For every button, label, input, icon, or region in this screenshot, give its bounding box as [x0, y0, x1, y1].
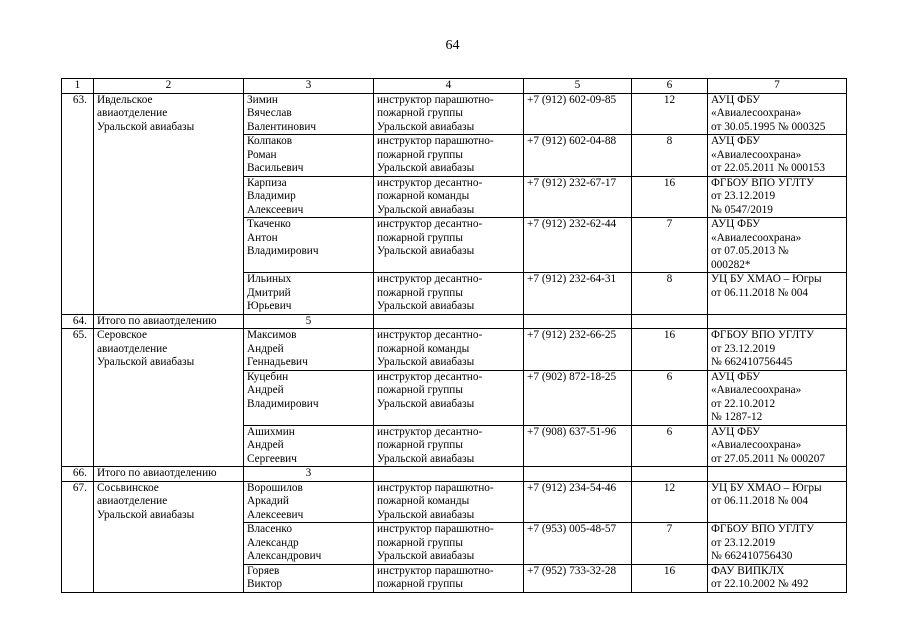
total-count: 3 [244, 467, 374, 482]
certificate-cell: АУЦ ФБУ «Авиалесоохрана» от 22.05.2011 № 000153 [708, 135, 847, 177]
experience-cell: 12 [632, 481, 708, 523]
empty-cell [524, 467, 632, 482]
name-cell: Зимин Вячеслав Валентинович [244, 93, 374, 135]
column-header: 3 [244, 79, 374, 94]
staff-table [61, 78, 847, 593]
certificate-cell: УЦ БУ ХМАО – Югры от 06.11.2018 № 004 [708, 481, 847, 523]
experience-cell: 7 [632, 218, 708, 273]
experience-cell: 6 [632, 425, 708, 467]
row-number: 65. [62, 329, 94, 467]
position-cell: инструктор парашютно- пожарной группы [374, 564, 524, 592]
empty-cell [374, 314, 524, 329]
experience-cell: 16 [632, 176, 708, 218]
phone-cell: +7 (912) 602-09-85 [524, 93, 632, 135]
experience-cell: 7 [632, 523, 708, 565]
name-cell: Куцебин Андрей Владимирович [244, 370, 374, 425]
certificate-cell: АУЦ ФБУ «Авиалесоохрана» от 30.05.1995 № 000325 [708, 93, 847, 135]
empty-cell [708, 314, 847, 329]
position-cell: инструктор парашютно- пожарной группы Уральской авиабазы [374, 135, 524, 177]
position-cell: инструктор парашютно- пожарной группы Уральской авиабазы [374, 523, 524, 565]
phone-cell: +7 (912) 234-54-46 [524, 481, 632, 523]
name-cell: Ашихмин Андрей Сергеевич [244, 425, 374, 467]
experience-cell: 16 [632, 564, 708, 592]
page-number: 64 [445, 38, 460, 53]
table-header-row [62, 79, 847, 94]
experience-cell: 16 [632, 329, 708, 371]
column-header: 4 [374, 79, 524, 94]
row-number: 66. [62, 467, 94, 482]
column-header: 6 [632, 79, 708, 94]
empty-cell [708, 467, 847, 482]
position-cell: инструктор десантно- пожарной группы Уральской авиабазы [374, 370, 524, 425]
department-cell: Серовское авиаотделение Уральской авиабазы [94, 329, 244, 467]
phone-cell: +7 (912) 602-04-88 [524, 135, 632, 177]
column-header: 7 [708, 79, 847, 94]
certificate-cell: ФАУ ВИПКЛХ от 22.10.2002 № 492 [708, 564, 847, 592]
table-row [62, 481, 847, 523]
empty-cell [524, 314, 632, 329]
empty-cell [632, 314, 708, 329]
certificate-cell: АУЦ ФБУ «Авиалесоохрана» от 07.05.2013 № 000282* [708, 218, 847, 273]
name-cell: Ильиных Дмитрий Юрьевич [244, 273, 374, 315]
position-cell: инструктор десантно- пожарной группы Уральской авиабазы [374, 218, 524, 273]
name-cell: Ткаченко Антон Владимирович [244, 218, 374, 273]
position-cell: инструктор десантно- пожарной команды Уральской авиабазы [374, 176, 524, 218]
table-row [62, 329, 847, 371]
column-header: 1 [62, 79, 94, 94]
total-row [62, 467, 847, 482]
total-label: Итого по авиаотделению [94, 314, 244, 329]
column-header: 5 [524, 79, 632, 94]
phone-cell: +7 (953) 005-48-57 [524, 523, 632, 565]
phone-cell: +7 (902) 872-18-25 [524, 370, 632, 425]
row-number: 64. [62, 314, 94, 329]
total-count: 5 [244, 314, 374, 329]
position-cell: инструктор парашютно- пожарной группы Уральской авиабазы [374, 93, 524, 135]
certificate-cell: ФГБОУ ВПО УГЛТУ от 23.12.2019 № 662410756430 [708, 523, 847, 565]
position-cell: инструктор десантно- пожарной команды Уральской авиабазы [374, 329, 524, 371]
total-row [62, 314, 847, 329]
name-cell: Власенко Александр Александрович [244, 523, 374, 565]
phone-cell: +7 (912) 232-67-17 [524, 176, 632, 218]
column-header: 2 [94, 79, 244, 94]
table-row [62, 93, 847, 135]
department-cell: Сосьвинское авиаотделение Уральской авиабазы [94, 481, 244, 592]
position-cell: инструктор десантно- пожарной группы Уральской авиабазы [374, 273, 524, 315]
certificate-cell: ФГБОУ ВПО УГЛТУ от 23.12.2019 № 0547/2019 [708, 176, 847, 218]
certificate-cell: ФГБОУ ВПО УГЛТУ от 23.12.2019 № 662410756445 [708, 329, 847, 371]
row-number: 67. [62, 481, 94, 592]
row-number: 63. [62, 93, 94, 314]
phone-cell: +7 (952) 733-32-28 [524, 564, 632, 592]
name-cell: Колпаков Роман Васильевич [244, 135, 374, 177]
certificate-cell: АУЦ ФБУ «Авиалесоохрана» от 27.05.2011 № 000207 [708, 425, 847, 467]
name-cell: Максимов Андрей Геннадьевич [244, 329, 374, 371]
name-cell: Карпиза Владимир Алексеевич [244, 176, 374, 218]
phone-cell: +7 (908) 637-51-96 [524, 425, 632, 467]
experience-cell: 8 [632, 273, 708, 315]
name-cell: Горяев Виктор [244, 564, 374, 592]
experience-cell: 8 [632, 135, 708, 177]
phone-cell: +7 (912) 232-62-44 [524, 218, 632, 273]
experience-cell: 6 [632, 370, 708, 425]
experience-cell: 12 [632, 93, 708, 135]
total-label: Итого по авиаотделению [94, 467, 244, 482]
phone-cell: +7 (912) 232-64-31 [524, 273, 632, 315]
position-cell: инструктор парашютно- пожарной команды Уральской авиабазы [374, 481, 524, 523]
certificate-cell: АУЦ ФБУ «Авиалесоохрана» от 22.10.2012 № 1287-12 [708, 370, 847, 425]
empty-cell [374, 467, 524, 482]
name-cell: Ворошилов Аркадий Алексеевич [244, 481, 374, 523]
position-cell: инструктор десантно- пожарной группы Уральской авиабазы [374, 425, 524, 467]
empty-cell [632, 467, 708, 482]
phone-cell: +7 (912) 232-66-25 [524, 329, 632, 371]
department-cell: Ивдельское авиаотделение Уральской авиабазы [94, 93, 244, 314]
certificate-cell: УЦ БУ ХМАО – Югры от 06.11.2018 № 004 [708, 273, 847, 315]
